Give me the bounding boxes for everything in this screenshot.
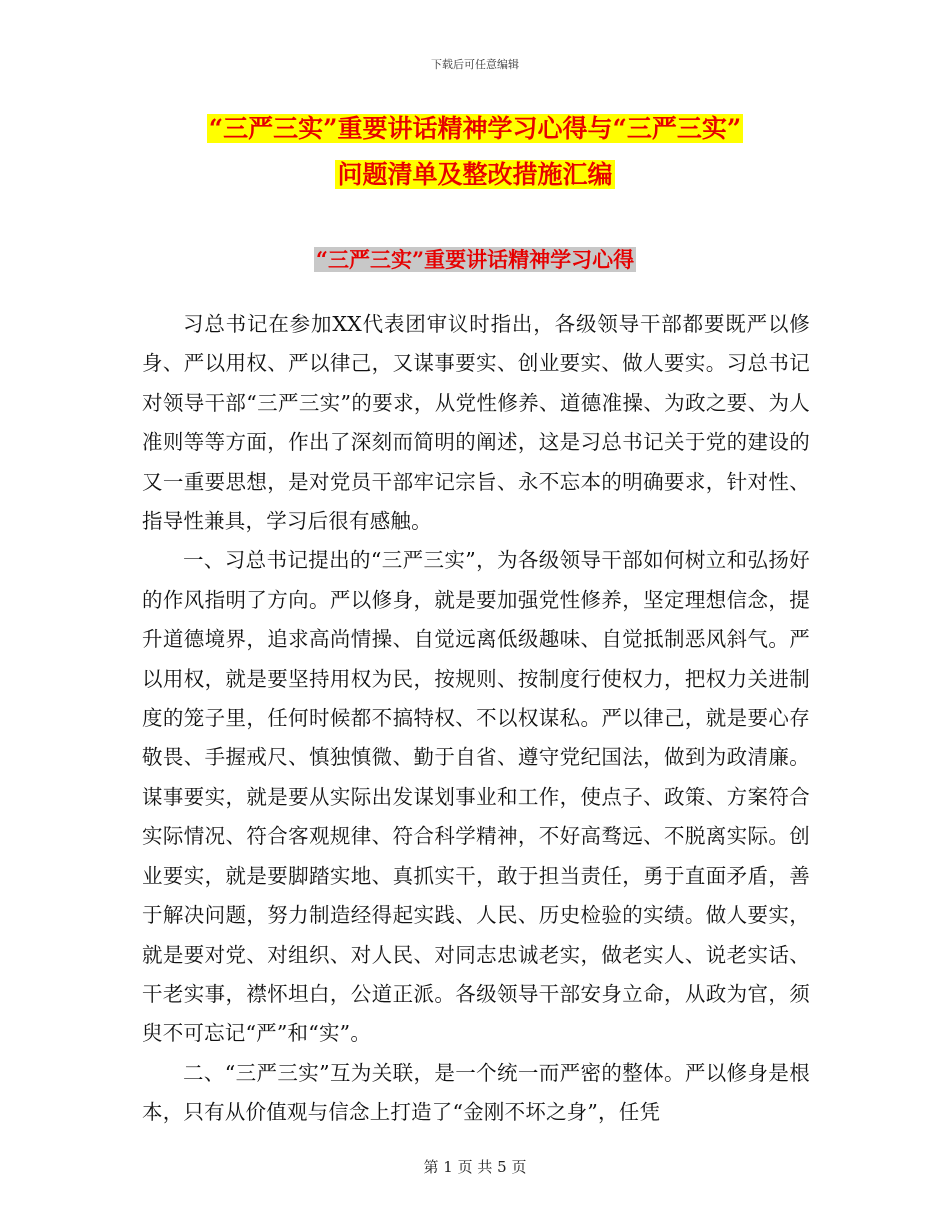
document-title-line-2	[0, 156, 950, 194]
body-paragraph: 一、习总书记提出的“三严三实”，为各级领导干部如何树立和弘扬好的作风指明了方向。严以修身，就是要加强党性修养，坚定理想信念，提升道德境界，追求高尚情操、自觉远离低级趣味、自觉抵制恶风斜气。严以用权，就是要坚持用权为民，按规则、按制度行使权力，把权力关进制度的笼子里，任何时候都不搞特权、不以权谋私。严以律己，就是要心存敬畏、手握戒尺、慎独慎微、勤于自省、遵守党纪国法，做到为政清廉。谋事要实，就是要从实际出发谋划事业和工作，使点子、政策、方案符合实际情况、符合客观规律、符合科学精神，不好高骛远、不脱离实际。创业要实，就是要脚踏实地、真抓实干，敢于担当责任，勇于直面矛盾，善于解决问题，努力制造经得起实践、人民、历史检验的实绩。做人要实，就是要对党、对组织、对人民、对同志忠诚老实，做老实人、说老实话、干老实事，襟怀坦白，公道正派。各级领导干部安身立命，从政为官，须臾不可忘记“严”和“实”。	[142, 548, 810, 1046]
body-paragraph: 习总书记在参加XX代表团审议时指出，各级领导干部都要既严以修身、严以用权、严以律己，又谋事要实、创业要实、做人要实。习总书记对领导干部“三严三实”的要求，从党性修养、道德准操、为政之要、为人准则等等方面，作出了深刻而简明的阐述，这是习总书记关于党的建设的又一重要思想，是对党员干部牢记宗旨、永不忘本的明确要求，针对性、指导性兼具，学习后很有感触。	[142, 312, 810, 534]
document-title-line-1	[0, 110, 950, 148]
section-title	[0, 243, 950, 277]
document-body	[142, 305, 810, 1133]
page-header-note: 下载后可任意编辑	[431, 58, 519, 71]
title-line-1-text: “三严三实”重要讲话精神学习心得与“三严三实”	[208, 114, 742, 143]
body-paragraph: 二、“三严三实”互为关联，是一个统一而严密的整体。严以修身是根本，只有从价值观与信念上打造了“金刚不坏之身”，任凭	[142, 1060, 810, 1125]
section-title-text: “三严三实”重要讲话精神学习心得	[315, 247, 635, 272]
page-number-footer: 第 1 页 共 5 页	[423, 1158, 527, 1176]
title-line-2-text: 问题清单及整改措施汇编	[337, 160, 613, 189]
